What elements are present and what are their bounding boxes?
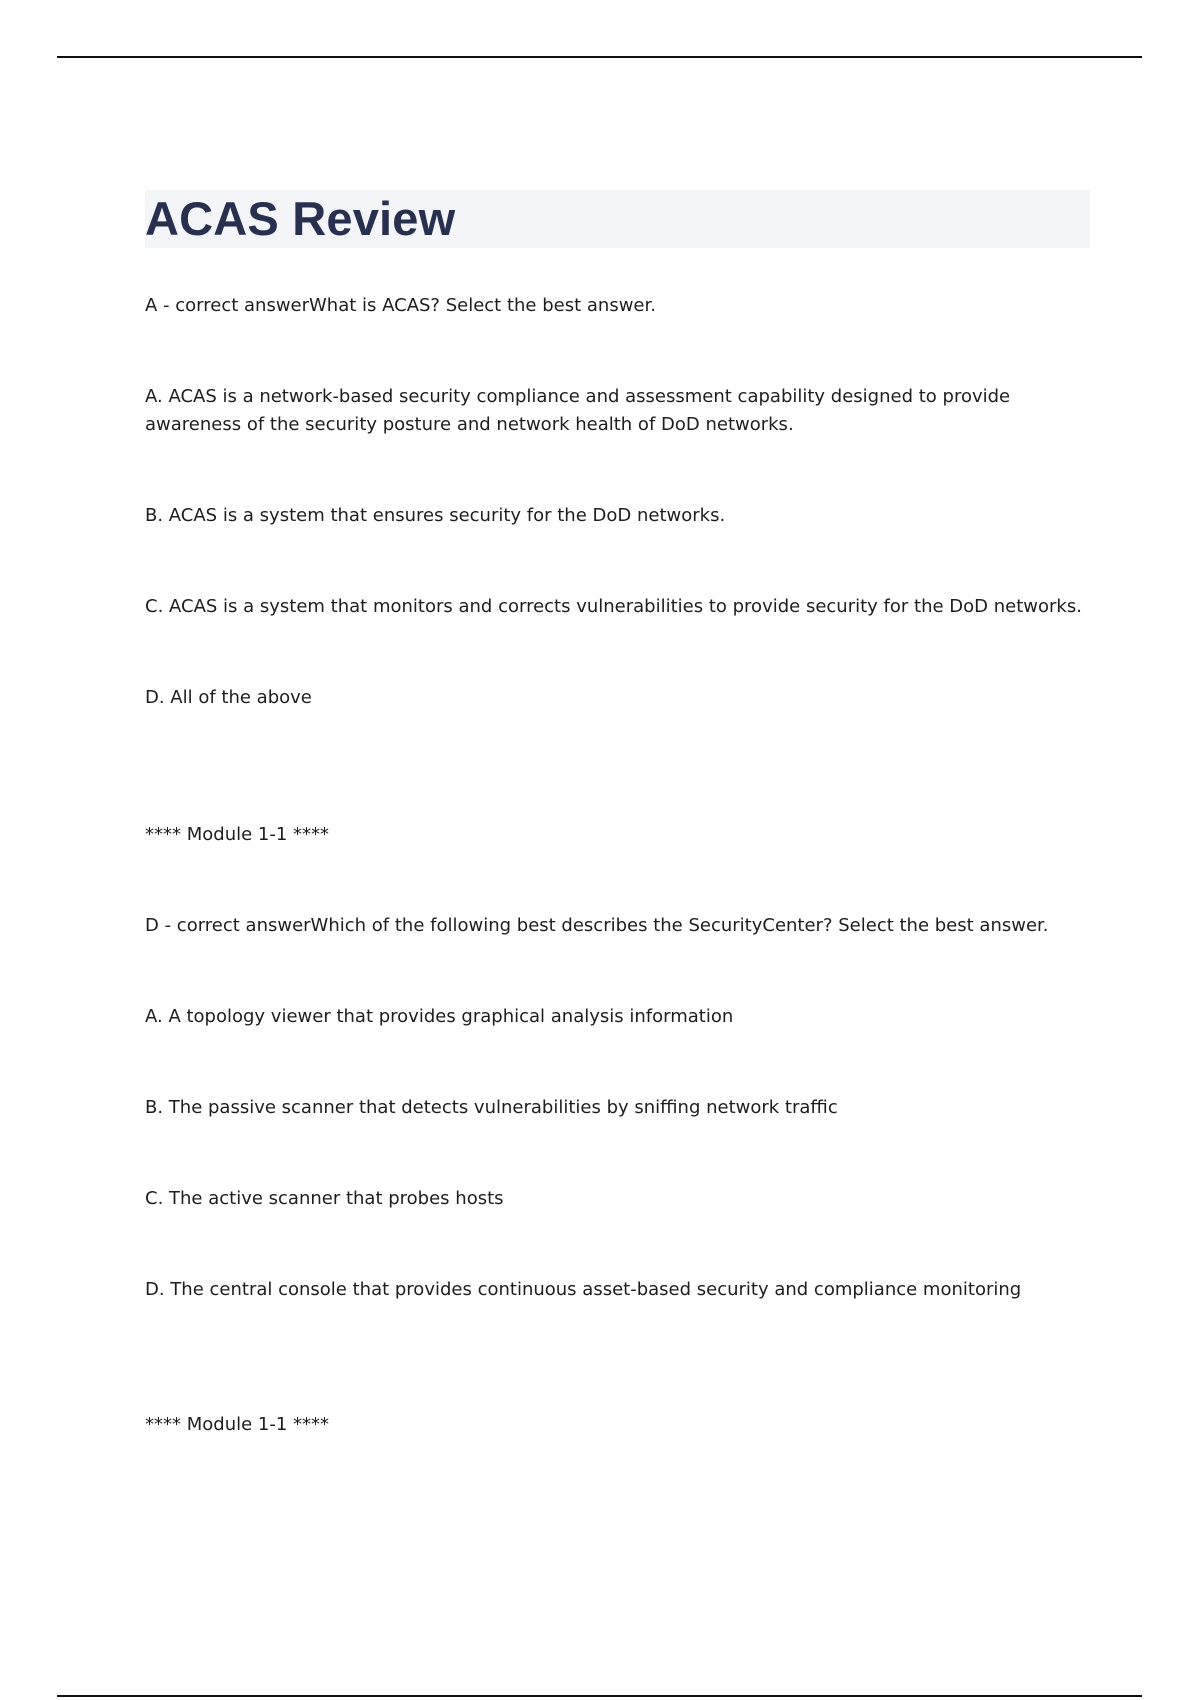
question-2-option-c: C. The active scanner that probes hosts [145, 1188, 504, 1209]
question-2-answer-line: D - correct answerWhich of the following best describes the SecurityCenter? Select the best answer. [145, 915, 1049, 936]
question-1-answer-line: A - correct answerWhat is ACAS? Select the best answer. [145, 295, 656, 316]
module-marker-1: **** Module 1-1 **** [145, 824, 330, 845]
question-2-option-a: A. A topology viewer that provides graphical analysis information [145, 1006, 734, 1027]
question-1-option-a: A. ACAS is a network-based security compliance and assessment capability designed to provide awareness of the security posture and network health of DoD networks. [145, 386, 1011, 435]
document-title: ACAS Review [145, 192, 456, 245]
top-rule [57, 56, 1142, 58]
bottom-rule [57, 1695, 1142, 1697]
question-1-option-c: C. ACAS is a system that monitors and corrects vulnerabilities to provide security for the DoD networks. [145, 596, 1082, 617]
question-2-option-d: D. The central console that provides continuous asset-based security and compliance monitoring [145, 1279, 1022, 1300]
question-1-option-d: D. All of the above [145, 687, 312, 708]
question-2-option-b: B. The passive scanner that detects vulnerabilities by sniffing network traffic [145, 1097, 838, 1118]
module-marker-2: **** Module 1-1 **** [145, 1414, 330, 1435]
question-1-option-b: B. ACAS is a system that ensures security for the DoD networks. [145, 505, 726, 526]
